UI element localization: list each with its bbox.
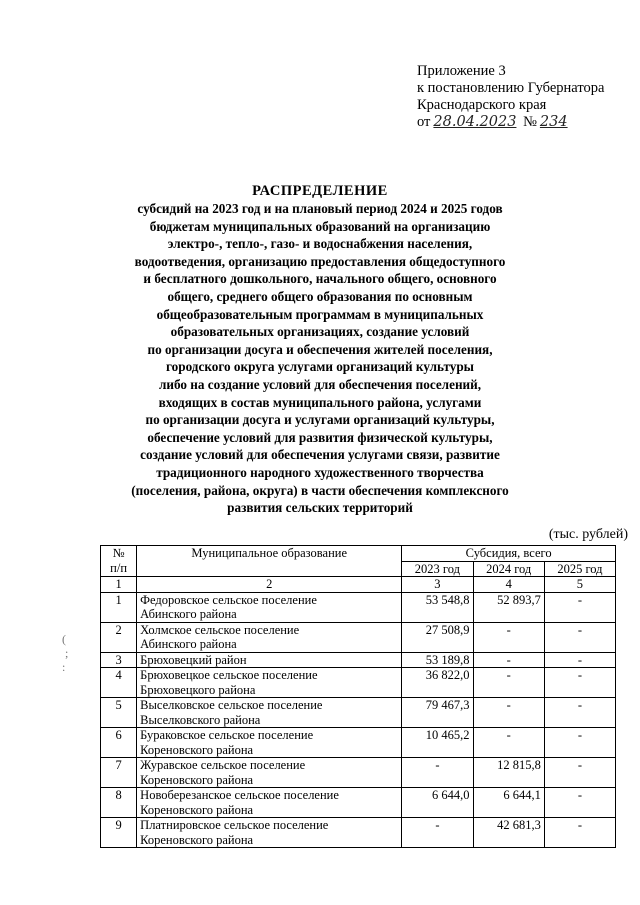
subtitle-line: входящих в состав муниципального района, услугами [158, 394, 482, 410]
header-num-line-1: № [112, 546, 125, 560]
row-number: 5 [101, 698, 137, 728]
municipality-name-line-2: Выселковского района [140, 712, 261, 727]
header-2023: 2023 год [402, 561, 473, 577]
subsidy-2024: - [473, 622, 544, 652]
index-cell: 2 [137, 577, 402, 593]
subsidy-2025: - [544, 818, 615, 848]
table-row [101, 668, 616, 698]
margin-marks: ( ; : [62, 632, 69, 674]
subsidy-2023: - [402, 758, 473, 788]
subtitle-line: общего, среднего общего образования по основным [167, 288, 473, 304]
subsidy-2023: 27 508,9 [402, 622, 473, 652]
subsidy-2025: - [544, 668, 615, 698]
municipality-name [137, 668, 402, 698]
table-row [101, 652, 616, 668]
subsidy-2023: 10 465,2 [402, 728, 473, 758]
subtitle-line: традиционного народного художественного творчества [156, 464, 484, 480]
subtitle-line: городского округа услугами организаций культуры [166, 359, 474, 375]
row-number: 4 [101, 668, 137, 698]
appendix-line-3: Краснодарского края [417, 97, 547, 113]
row-number: 1 [101, 592, 137, 622]
subtitle-line: общеобразовательным программам в муниципальных [156, 306, 484, 322]
index-cell: 1 [101, 577, 137, 593]
table-row [101, 818, 616, 848]
header-num-line-2: п/п [110, 560, 128, 575]
municipality-name-line-2: Абинского района [140, 607, 237, 621]
subsidy-table [100, 545, 616, 848]
municipality-name-line-1: Холмское сельское поселение [140, 622, 300, 637]
subsidy-2023: 53 548,8 [402, 592, 473, 622]
appendix-date-line [417, 114, 604, 131]
municipality-name-line-1: Брюховецкое сельское поселение [140, 668, 318, 682]
municipality-name-line-1: Брюховецкий район [140, 652, 247, 667]
row-number: 9 [101, 818, 137, 848]
row-number: 7 [101, 758, 137, 788]
municipality-name [137, 698, 402, 728]
header-subsidy: Субсидия, всего [402, 546, 616, 562]
subtitle-line: субсидий на 2023 год и на плановый период 2024 и 2025 годов [137, 201, 503, 216]
subsidy-2023: - [402, 818, 473, 848]
municipality-name [137, 592, 402, 622]
subsidy-2023: 36 822,0 [402, 668, 473, 698]
municipality-name-line-2: Абинского района [140, 637, 237, 651]
subsidy-2024: - [473, 668, 544, 698]
municipality-name [137, 758, 402, 788]
number-prefix: № [523, 114, 537, 130]
municipality-name-line-2: Кореновского района [140, 742, 254, 757]
date-prefix: от [417, 114, 431, 130]
municipality-name-line-1: Новоберезанское сельское поселение [140, 788, 339, 802]
subtitle-line: образовательных организациях, создание условий [170, 324, 470, 340]
table-row [101, 592, 616, 622]
municipality-name-line-1: Журавское сельское поселение [140, 758, 306, 772]
subtitle-line: развития сельских территорий [227, 500, 413, 516]
subsidy-2023: 53 189,8 [402, 652, 473, 668]
municipality-name [137, 728, 402, 758]
appendix-line-2: к постановлению Губернатора [417, 80, 605, 96]
unit-label: (тыс. рублей) [548, 527, 628, 542]
subtitle-line: обеспечение условий для развития физической культуры, [147, 429, 493, 445]
index-row [101, 577, 616, 593]
municipality-name [137, 818, 402, 848]
table-row [101, 698, 616, 728]
subsidy-2025: - [544, 652, 615, 668]
subtitle-line: водоотведения, организацию предоставления общедоступного [134, 253, 506, 269]
table-row [101, 622, 616, 652]
table-row [101, 728, 616, 758]
subsidy-2024: 52 893,7 [473, 592, 544, 622]
subsidy-2024: - [473, 728, 544, 758]
subsidy-2024: - [473, 698, 544, 728]
header-num [101, 546, 137, 577]
subsidy-2025: - [544, 758, 615, 788]
subsidy-2025: - [544, 788, 615, 818]
table-row [101, 788, 616, 818]
subtitle-line: по организации досуга и обеспечения жителей поселения, [147, 341, 493, 357]
row-number: 6 [101, 728, 137, 758]
appendix-block [417, 63, 604, 131]
subtitle-line: бюджетам муниципальных образований на организацию [149, 218, 491, 234]
subsidy-2025: - [544, 728, 615, 758]
subtitle-line: и бесплатного дошкольного, начального общего, основного [143, 271, 497, 287]
subsidy-2024: 42 681,3 [473, 818, 544, 848]
header-row-1 [101, 546, 616, 562]
subsidy-2023: 79 467,3 [402, 698, 473, 728]
subsidy-2024: - [473, 652, 544, 668]
municipality-name [137, 788, 402, 818]
subtitle-line: по организации досуга и услугами организаций культуры, [145, 412, 495, 428]
subtitle-line: создание условий для обеспечения услугами связи, развитие [140, 447, 500, 463]
handwritten-number: 234 [539, 114, 568, 130]
row-number: 2 [101, 622, 137, 652]
document-title: РАСПРЕДЕЛЕНИЕ [252, 183, 388, 199]
subsidy-2023: 6 644,0 [402, 788, 473, 818]
document-subtitle [100, 200, 540, 517]
row-number: 3 [101, 652, 137, 668]
index-cell: 4 [473, 577, 544, 593]
municipality-name-line-2: Брюховецкого района [140, 682, 256, 697]
row-number: 8 [101, 788, 137, 818]
municipality-name-line-2: Кореновского района [140, 772, 254, 787]
subtitle-line: электро-, тепло-, газо- и водоснабжения населения, [167, 236, 473, 252]
header-2025: 2025 год [544, 561, 615, 577]
appendix-line-1: Приложение 3 [417, 63, 506, 79]
municipality-name [137, 622, 402, 652]
subsidy-2024: 12 815,8 [473, 758, 544, 788]
subsidy-2025: - [544, 592, 615, 622]
subtitle-line: либо на создание условий для обеспечения поселений, [158, 376, 482, 392]
subsidy-2025: - [544, 622, 615, 652]
subsidy-2025: - [544, 698, 615, 728]
index-cell: 5 [544, 577, 615, 593]
municipality-name [137, 652, 402, 668]
header-2024: 2024 год [473, 561, 544, 577]
municipality-name-line-1: Бураковское сельское поселение [140, 728, 314, 742]
municipality-name-line-1: Федоровское сельское поселение [140, 592, 317, 607]
header-name: Муниципальное образование [137, 546, 402, 577]
municipality-name-line-2: Кореновского района [140, 832, 254, 847]
municipality-name-line-2: Кореновского района [140, 802, 254, 817]
table-row [101, 758, 616, 788]
municipality-name-line-1: Выселковское сельское поселение [140, 698, 323, 712]
handwritten-date: 28.04.2023 [433, 114, 517, 130]
subsidy-2024: 6 644,1 [473, 788, 544, 818]
index-cell: 3 [402, 577, 473, 593]
municipality-name-line-1: Платнировское сельское поселение [140, 818, 329, 832]
subtitle-line: (поселения, района, округа) в части обеспечения комплексного [131, 482, 509, 498]
